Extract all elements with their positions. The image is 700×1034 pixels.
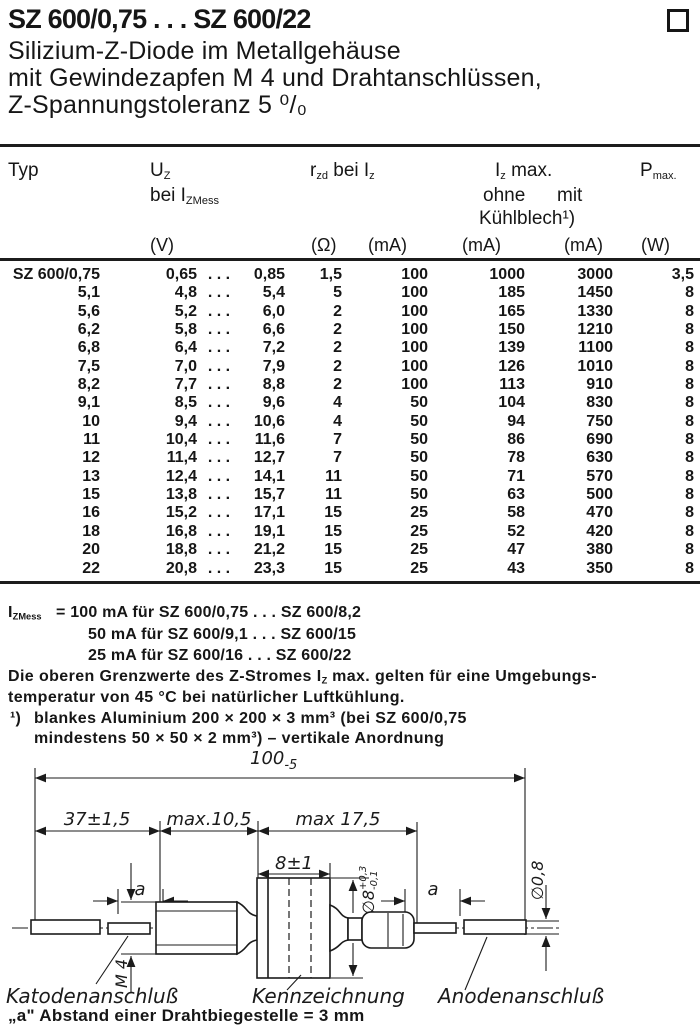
cell-uz_max: 8,8 xyxy=(262,376,285,394)
cell-uz_max: 7,9 xyxy=(262,357,285,375)
cell-iz_ohne: 47 xyxy=(507,541,525,559)
table-row xyxy=(0,468,700,486)
cell-iz_ohne: 71 xyxy=(507,467,525,485)
cell-iz_ohne: 150 xyxy=(498,321,525,339)
izmess-line-1: = 100 mA für SZ 600/0,75 . . . SZ 600/8,2 xyxy=(56,604,362,621)
cell-pmax: 8 xyxy=(685,467,694,485)
horizontal-rule-top xyxy=(0,144,700,147)
cell-typ: 10 xyxy=(82,412,100,430)
cell-uz_min: 4,8 xyxy=(174,284,197,302)
cell-range-dots: . . . xyxy=(207,449,231,467)
cell-rzd: 15 xyxy=(324,541,342,559)
cell-range-dots: . . . xyxy=(207,559,231,577)
footnote-1-marker: ¹) xyxy=(10,710,22,727)
cell-typ: 8,2 xyxy=(77,376,100,394)
cell-iz_mit: 1450 xyxy=(577,284,613,302)
izmess-line-2: 50 mA für SZ 600/9,1 . . . SZ 600/15 xyxy=(88,626,357,643)
cell-pmax: 8 xyxy=(685,504,694,522)
cell-uz_max: 7,2 xyxy=(262,339,285,357)
cell-uz_max: 23,3 xyxy=(253,559,285,577)
subtitle-line-2: mit Gewindezapfen M 4 und Drahtanschlüssen, xyxy=(8,63,542,92)
uz-subscript: Z xyxy=(163,170,171,183)
cell-typ: 5,1 xyxy=(77,284,100,302)
cell-iz_ohne: 52 xyxy=(507,522,525,540)
cell-uz_min: 0,65 xyxy=(165,266,197,283)
cell-rzd: 15 xyxy=(324,522,342,540)
anode-label: Anodenanschluß xyxy=(438,984,605,1008)
cell-rzd: 15 xyxy=(324,559,342,577)
cell-rzd: 5 xyxy=(333,284,342,302)
cell-typ: 11 xyxy=(83,431,100,449)
cell-uz_min: 5,2 xyxy=(174,302,197,320)
limit-note-line-2: temperatur von 45 °C bei natürlicher Luftkühlung. xyxy=(8,689,405,706)
unit-ma-3: (mA) xyxy=(564,235,603,255)
wire-diameter-value: ∅0,8 xyxy=(528,860,547,900)
cell-pmax: 8 xyxy=(685,412,694,430)
cell-rzd: 11 xyxy=(325,467,342,485)
cell-uz_min: 6,4 xyxy=(174,339,197,357)
cell-pmax: 8 xyxy=(685,339,694,357)
cell-uz_min: 13,8 xyxy=(165,486,197,504)
cell-iz_ohne: 126 xyxy=(498,357,525,375)
cell-pmax: 8 xyxy=(685,321,694,339)
cell-iz_mit: 630 xyxy=(586,449,613,467)
izmess-label xyxy=(8,604,42,622)
cell-typ: 6,8 xyxy=(77,339,100,357)
cell-iz_mit: 830 xyxy=(586,394,613,412)
body-diameter-tol-plus: +0,3 xyxy=(358,865,369,890)
table-row xyxy=(0,431,700,449)
cell-iz_mit: 1100 xyxy=(578,339,613,357)
table-row xyxy=(0,560,700,578)
cathode-label: Katodenanschluß xyxy=(6,984,179,1008)
cell-range-dots: . . . xyxy=(207,339,231,357)
cell-typ: 13 xyxy=(82,467,100,485)
cell-range-dots: . . . xyxy=(207,284,231,302)
wire-diameter-label xyxy=(528,861,547,900)
cell-uz_min: 5,8 xyxy=(174,321,197,339)
cell-pmax: 8 xyxy=(685,522,694,540)
cell-iz_mit: 1010 xyxy=(577,357,613,375)
cell-iz_ohne: 185 xyxy=(498,284,525,302)
cell-uz_min: 9,4 xyxy=(174,412,197,430)
cell-uz_min: 12,4 xyxy=(165,467,197,485)
cell-pmax: 8 xyxy=(685,449,694,467)
horizontal-rule-bottom xyxy=(0,581,700,584)
cell-range-dots: . . . xyxy=(207,266,231,283)
dim-overall-tolerance: -5 xyxy=(284,758,298,773)
cell-pmax: 8 xyxy=(685,486,694,504)
col-header-kuehlblech: Kühlblech¹) xyxy=(479,208,576,229)
cell-rzd: 2 xyxy=(333,339,342,357)
table-row xyxy=(0,541,700,559)
cell-uz_max: 15,7 xyxy=(253,486,285,504)
cell-iz_ohne: 1000 xyxy=(489,266,525,283)
cell-iz: 50 xyxy=(410,486,428,504)
cell-typ: 18 xyxy=(82,522,100,540)
izmess-base: I xyxy=(8,604,13,621)
cell-iz_ohne: 94 xyxy=(507,412,525,430)
dim-mid-label: max.10,5 xyxy=(166,809,252,830)
cell-range-dots: . . . xyxy=(207,504,231,522)
cell-range-dots: . . . xyxy=(207,376,231,394)
cell-range-dots: . . . xyxy=(207,357,231,375)
cell-iz_ohne: 63 xyxy=(507,486,525,504)
cell-iz_mit: 350 xyxy=(586,559,613,577)
cell-range-dots: . . . xyxy=(207,467,231,485)
cell-uz_min: 16,8 xyxy=(165,522,197,540)
cell-iz: 100 xyxy=(401,266,428,283)
footnote-1-line-1: blankes Aluminium 200 × 200 × 3 mm³ (bei SZ 600/0,75 xyxy=(34,710,467,727)
dim-overall-label xyxy=(250,748,297,773)
cell-iz: 50 xyxy=(410,394,428,412)
bei-base: bei I xyxy=(150,185,186,206)
cell-pmax: 8 xyxy=(685,302,694,320)
col-header-ohne: ohne xyxy=(483,185,526,206)
col-header-uz xyxy=(150,160,170,182)
cell-typ: 20 xyxy=(82,541,100,559)
stud-neck xyxy=(237,902,257,954)
izmess-line-3: 25 mA für SZ 600/16 . . . SZ 600/22 xyxy=(88,647,352,664)
cell-uz_max: 5,4 xyxy=(262,284,285,302)
cell-uz_min: 15,2 xyxy=(165,504,197,522)
cell-rzd: 11 xyxy=(325,486,342,504)
cell-pmax: 8 xyxy=(685,431,694,449)
cell-range-dots: . . . xyxy=(207,522,231,540)
cell-pmax: 8 xyxy=(685,376,694,394)
cell-typ: 9,1 xyxy=(77,394,100,412)
cell-rzd: 2 xyxy=(333,357,342,375)
cell-iz_mit: 380 xyxy=(586,541,613,559)
cell-iz: 100 xyxy=(401,376,428,394)
cell-iz: 50 xyxy=(410,431,428,449)
limit-part-1: Die oberen Grenzwerte des Z-Stromes I xyxy=(8,668,322,685)
cell-range-dots: . . . xyxy=(207,412,231,430)
col-header-uz-condition xyxy=(150,185,219,207)
cell-uz_max: 6,0 xyxy=(262,302,285,320)
cell-pmax: 3,5 xyxy=(671,266,694,283)
dim-a-right-label: a xyxy=(427,879,439,900)
cell-iz_ohne: 139 xyxy=(498,339,525,357)
page-title: SZ 600/0,75 . . . SZ 600/22 xyxy=(8,4,311,34)
cell-uz_min: 8,5 xyxy=(174,394,197,412)
cell-range-dots: . . . xyxy=(207,541,231,559)
col-header-typ: Typ xyxy=(8,160,39,181)
table-row xyxy=(0,376,700,394)
seal-collar xyxy=(348,918,362,940)
table-row xyxy=(0,339,700,357)
uz-base: U xyxy=(150,160,164,181)
cell-iz: 100 xyxy=(401,284,428,302)
cell-uz_min: 11,4 xyxy=(166,449,197,467)
rzd-base: r xyxy=(310,160,317,181)
cell-iz: 25 xyxy=(410,541,428,559)
col-header-mit: mit xyxy=(557,185,583,206)
cell-uz_max: 11,6 xyxy=(254,431,285,449)
cell-iz: 100 xyxy=(401,321,428,339)
subtitle-line-3: Z-Spannungstoleranz 5 ⁰/₀ xyxy=(8,90,308,119)
cell-iz_mit: 570 xyxy=(586,467,613,485)
cell-range-dots: . . . xyxy=(207,486,231,504)
col-header-izmax xyxy=(495,160,552,182)
cell-uz_min: 7,7 xyxy=(174,376,197,394)
cell-iz_ohne: 113 xyxy=(499,376,525,394)
bei-subscript: ZMess xyxy=(185,195,219,208)
cell-rzd: 2 xyxy=(333,376,342,394)
limit-note-line-1 xyxy=(8,668,597,686)
cell-pmax: 8 xyxy=(685,559,694,577)
body-neck xyxy=(330,905,348,951)
pmax-subscript: max. xyxy=(652,170,677,183)
cell-typ: SZ 600/0,75 xyxy=(12,266,100,283)
cell-uz_max: 19,1 xyxy=(253,522,285,540)
cell-uz_max: 14,1 xyxy=(253,467,285,485)
cell-typ: 5,6 xyxy=(77,302,100,320)
limit-subscript: Z xyxy=(321,675,328,686)
rzd-subscript: zd xyxy=(316,170,328,183)
cell-typ: 22 xyxy=(82,559,100,577)
cell-rzd: 1,5 xyxy=(319,266,342,283)
dim-overall-value: 100 xyxy=(250,748,285,769)
izmess-subscript: ZMess xyxy=(12,611,42,622)
cell-iz: 25 xyxy=(410,559,428,577)
limit-part-2: max. gelten für eine Umgebungs- xyxy=(327,668,597,685)
footnote-1-line-2: mindestens 50 × 50 × 2 mm³) – vertikale Anordnung xyxy=(34,730,445,747)
wire-bend-note: „a" Abstand einer Drahtbiegestelle = 3 mm xyxy=(8,1006,365,1025)
dim-marking-label: 8±1 xyxy=(275,853,313,874)
table-row xyxy=(0,504,700,522)
cathode-wire-stub xyxy=(108,923,150,934)
cell-uz_max: 17,1 xyxy=(253,504,285,522)
cell-rzd: 4 xyxy=(333,412,342,430)
cell-iz_mit: 1330 xyxy=(577,302,613,320)
diode-outline xyxy=(31,878,526,978)
cell-typ: 16 xyxy=(82,504,100,522)
cell-typ: 6,2 xyxy=(77,321,100,339)
cell-iz_ohne: 86 xyxy=(507,431,525,449)
rzd-subscript-2: z xyxy=(369,170,375,183)
cell-uz_max: 6,6 xyxy=(262,321,285,339)
anode-lead-wire xyxy=(464,920,526,934)
cell-iz: 100 xyxy=(401,357,428,375)
cell-rzd: 2 xyxy=(333,302,342,320)
cell-iz_ohne: 165 xyxy=(498,302,525,320)
cell-iz_ohne: 43 xyxy=(507,559,525,577)
cell-iz: 100 xyxy=(401,339,428,357)
cell-uz_min: 20,8 xyxy=(165,559,197,577)
izmax-base: I xyxy=(495,160,501,181)
cell-iz_ohne: 58 xyxy=(507,504,525,522)
cell-pmax: 8 xyxy=(685,284,694,302)
cell-iz: 50 xyxy=(410,412,428,430)
cell-uz_min: 18,8 xyxy=(165,541,197,559)
body-diameter-label xyxy=(358,866,380,914)
dimension-drawing xyxy=(0,742,700,1008)
cell-rzd: 2 xyxy=(333,321,342,339)
unit-ohm: (Ω) xyxy=(311,235,337,255)
cell-iz_mit: 3000 xyxy=(577,266,613,283)
cell-rzd: 15 xyxy=(324,504,342,522)
cell-iz: 100 xyxy=(401,302,428,320)
table-row xyxy=(0,449,700,467)
table-row xyxy=(0,266,700,284)
cathode-lead-wire xyxy=(31,920,100,934)
cell-iz: 50 xyxy=(410,449,428,467)
cell-uz_max: 9,6 xyxy=(262,394,285,412)
page-subtitle xyxy=(8,38,542,118)
table-row xyxy=(0,523,700,541)
cell-rzd: 4 xyxy=(333,394,342,412)
cell-iz_ohne: 78 xyxy=(507,449,525,467)
col-header-pmax xyxy=(640,160,677,182)
table-row xyxy=(0,394,700,412)
cell-typ: 15 xyxy=(82,486,100,504)
table-row xyxy=(0,303,700,321)
unit-watt: (W) xyxy=(641,235,670,255)
cell-uz_min: 10,4 xyxy=(165,431,197,449)
cell-iz_mit: 1210 xyxy=(577,321,613,339)
cell-pmax: 8 xyxy=(685,541,694,559)
threaded-stud xyxy=(156,902,237,954)
cell-uz_max: 21,2 xyxy=(253,541,285,559)
cell-rzd: 7 xyxy=(333,449,342,467)
corner-box-icon xyxy=(667,9,689,32)
cell-iz_mit: 690 xyxy=(586,431,613,449)
cell-uz_max: 10,6 xyxy=(253,412,285,430)
cell-range-dots: . . . xyxy=(207,321,231,339)
table-row xyxy=(0,486,700,504)
cell-iz: 50 xyxy=(410,467,428,485)
marking-label: Kennzeichnung xyxy=(252,984,405,1008)
subtitle-line-1: Silizium-Z-Diode im Metallgehäuse xyxy=(8,37,401,65)
cell-pmax: 8 xyxy=(685,394,694,412)
cell-iz_mit: 500 xyxy=(586,486,613,504)
thread-size-text: M 4 xyxy=(112,958,131,988)
dim-a-left-label: a xyxy=(134,879,146,900)
table-row xyxy=(0,358,700,376)
table-row xyxy=(0,413,700,431)
table-row xyxy=(0,321,700,339)
unit-volt: (V) xyxy=(150,235,174,255)
cell-iz_ohne: 104 xyxy=(498,394,525,412)
table-row xyxy=(0,284,700,302)
table-body xyxy=(0,266,700,578)
rzd-mid: bei I xyxy=(327,160,370,181)
cell-rzd: 7 xyxy=(333,431,342,449)
cell-iz: 25 xyxy=(410,522,428,540)
cell-range-dots: . . . xyxy=(207,431,231,449)
horizontal-rule-header xyxy=(0,258,700,261)
col-header-rzd xyxy=(310,160,375,182)
cell-iz_mit: 910 xyxy=(586,376,613,394)
dim-left-label: 37±1,5 xyxy=(63,809,131,830)
cell-typ: 7,5 xyxy=(77,357,100,375)
cell-uz_max: 0,85 xyxy=(253,266,285,283)
izmax-rest: max. xyxy=(505,160,553,181)
cell-typ: 12 xyxy=(82,449,100,467)
dim-right-label: max 17,5 xyxy=(295,809,381,830)
unit-ma-2: (mA) xyxy=(462,235,501,255)
cell-uz_max: 12,7 xyxy=(253,449,285,467)
cell-iz_mit: 420 xyxy=(586,522,613,540)
body-diameter-value: ∅8 xyxy=(359,889,378,914)
cell-range-dots: . . . xyxy=(207,302,231,320)
cell-iz_mit: 750 xyxy=(586,412,613,430)
cell-iz: 25 xyxy=(410,504,428,522)
cell-uz_min: 7,0 xyxy=(174,357,197,375)
cell-range-dots: . . . xyxy=(207,394,231,412)
cell-pmax: 8 xyxy=(685,357,694,375)
cell-iz_mit: 470 xyxy=(586,504,613,522)
body-diameter-tol-minus: -0,1 xyxy=(369,870,380,890)
anode-wire-stub xyxy=(414,923,456,933)
izmax-subscript: z xyxy=(500,170,506,183)
pmax-base: P xyxy=(640,160,653,181)
unit-ma-1: (mA) xyxy=(368,235,407,255)
